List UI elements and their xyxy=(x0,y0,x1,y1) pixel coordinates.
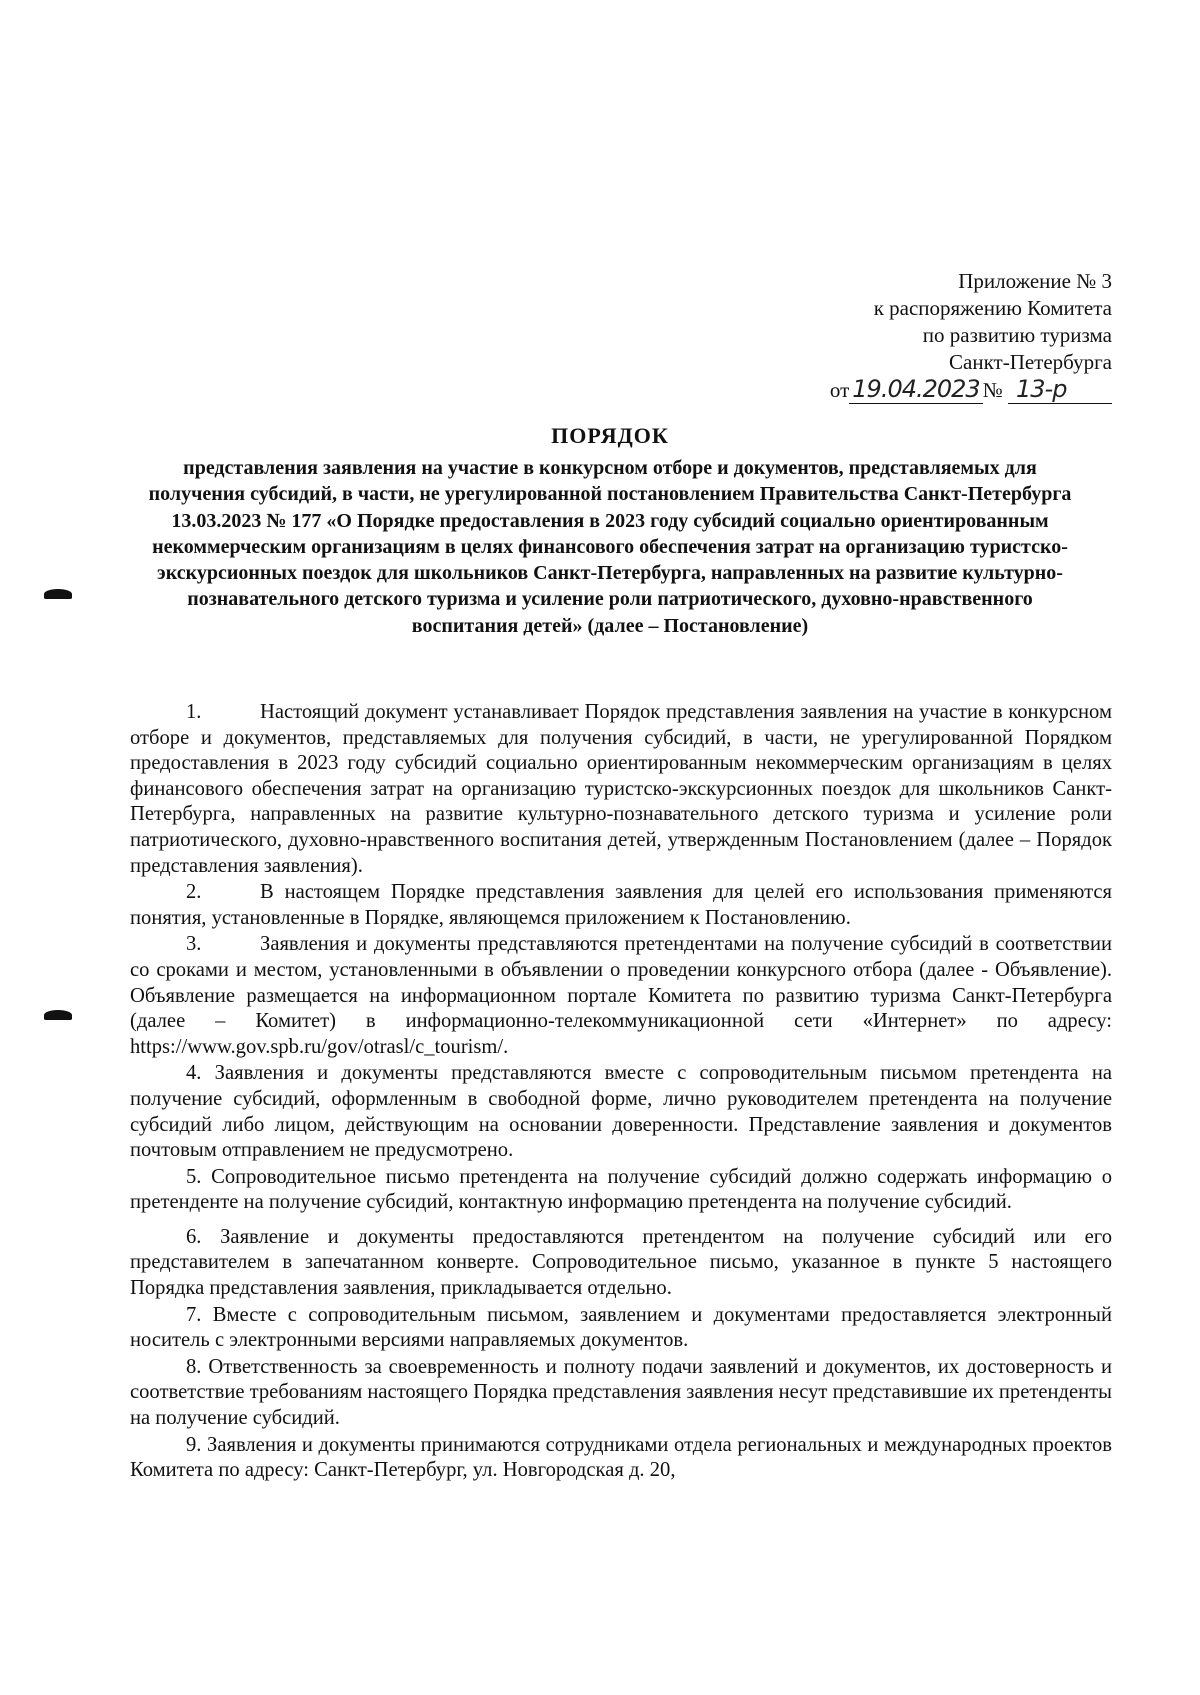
document-title: ПОРЯДОК xyxy=(551,423,669,448)
appendix-line-1: Приложение № 3 xyxy=(958,269,1112,293)
appendix-line-4: Санкт-Петербурга xyxy=(949,350,1112,374)
paragraph-6 xyxy=(130,1225,1112,1302)
paragraph-text: 5. Сопроводительное письмо претендента на получение субсидий должно содержать информацию о претенденте на получение субсидий, контактную информацию претендента на получение субсидий. xyxy=(130,1165,1112,1214)
paragraph-text: 8. Ответственность за своевременность и полноту подачи заявлений и документов, их достоверность и соответствие требованиям настоящего Порядка представления заявления несут представившие их претенденты на получение субсидий. xyxy=(130,1355,1112,1430)
document-body xyxy=(130,700,1112,1484)
paragraph-9 xyxy=(130,1433,1112,1484)
appendix-header xyxy=(830,268,1112,404)
paragraph-4 xyxy=(130,1061,1112,1163)
paragraph-5 xyxy=(130,1165,1112,1216)
paragraph-text: Заявления и документы представляются претендентами на получение субсидий в соответствии со сроками и местом, установленными в объявлении о проведении конкурсного отбора (далее - Объявление). Объявление размещается на информационном портале Комитета по развитию туризма Санкт-Петербурга (далее – Комитет) в информационно-телекоммуникационной сети «Интернет» по адресу: https://www.gov.spb.ru/gov/otrasl/c_tourism/. xyxy=(130,933,1112,1058)
paragraph-3 xyxy=(130,932,1112,1060)
paragraph-text: 4. Заявления и документы представляются вместе с сопроводительным письмом претендента на получение субсидий, оформленным в свободной форме, лично руководителем претендента на получение субсидий либо лицом, действующим на основании доверенности. Представление заявления и документов почтовым отправлением не предусмотрено. xyxy=(130,1062,1112,1162)
handwritten-number: 13-р xyxy=(1008,376,1112,404)
paragraph-number: 1. xyxy=(186,701,202,723)
appendix-date-line xyxy=(830,376,1112,404)
number-label: № xyxy=(982,378,1003,402)
paragraph-text: 9. Заявления и документы принимаются сотрудниками отдела региональных и международных проектов Комитета по адресу: Санкт-Петербург, ул. Новгородская д. 20, xyxy=(130,1433,1112,1482)
scan-hole-mark xyxy=(44,589,72,599)
paragraph-text: Настоящий документ устанавливает Порядок представления заявления на участие в конкурсном отборе и документов, представляемых для получения субсидий, в части, не урегулированной Порядком предоставления в 2023 году субсидий социально ориентированным некоммерческим организациям в целях финансового обеспечения затрат на организацию туристско-экскурсионных поездок для школьников Санкт-Петербурга, направленных на развитие культурно-познавательного детского туризма и усиление роли патриотического, духовно-нравственного воспитания детей, утвержденным Постановлением (далее – Порядок представления заявления). xyxy=(130,701,1112,877)
paragraph-8 xyxy=(130,1355,1112,1432)
paragraph-2 xyxy=(130,880,1112,931)
paragraph-text: В настоящем Порядке представления заявления для целей его использования применяются понятия, установленные в Порядке, являющемся приложением к Постановлению. xyxy=(130,881,1112,929)
paragraph-1 xyxy=(130,700,1112,879)
paragraph-text: 6. Заявление и документы предоставляются претендентом на получение субсидий или его представителем в запечатанном конверте. Сопроводительное письмо, указанное в пункте 5 настоящего Порядка представления заявления, прикладывается отдельно. xyxy=(130,1225,1112,1300)
title-block xyxy=(120,421,1100,639)
appendix-line-2: к распоряжению Комитета xyxy=(873,296,1112,320)
paragraph-text: 7. Вместе с сопроводительным письмом, заявлением и документами предоставляется электронный носитель с электронными версиями направляемых документов. xyxy=(130,1303,1112,1352)
paragraph-number: 3. xyxy=(186,933,202,956)
from-label: от xyxy=(829,378,850,402)
handwritten-date: 19.04.2023 xyxy=(849,375,982,404)
document-subtitle: представления заявления на участие в конкурсном отборе и документов, представляемых для получения субсидий, в части, не урегулированной постановлением Правительства Санкт-Петербурга 13.03.2023 № 177 «О Порядке предоставления в 2023 году субсидий социально ориентированным некоммерческим организациям в целях финансового обеспечения затрат на организацию туристско-экскурсионных поездок для школьников Санкт-Петербурга, направленных на развитие культурно-познавательного детского туризма и усиление роли патриотического, духовно-нравственного воспитания детей» (далее – Постановление) xyxy=(148,457,1072,637)
paragraph-number: 2. xyxy=(186,881,202,904)
scan-hole-mark xyxy=(44,1010,72,1020)
paragraph-7 xyxy=(130,1303,1112,1354)
appendix-line-3: по развитию туризма xyxy=(922,323,1112,347)
